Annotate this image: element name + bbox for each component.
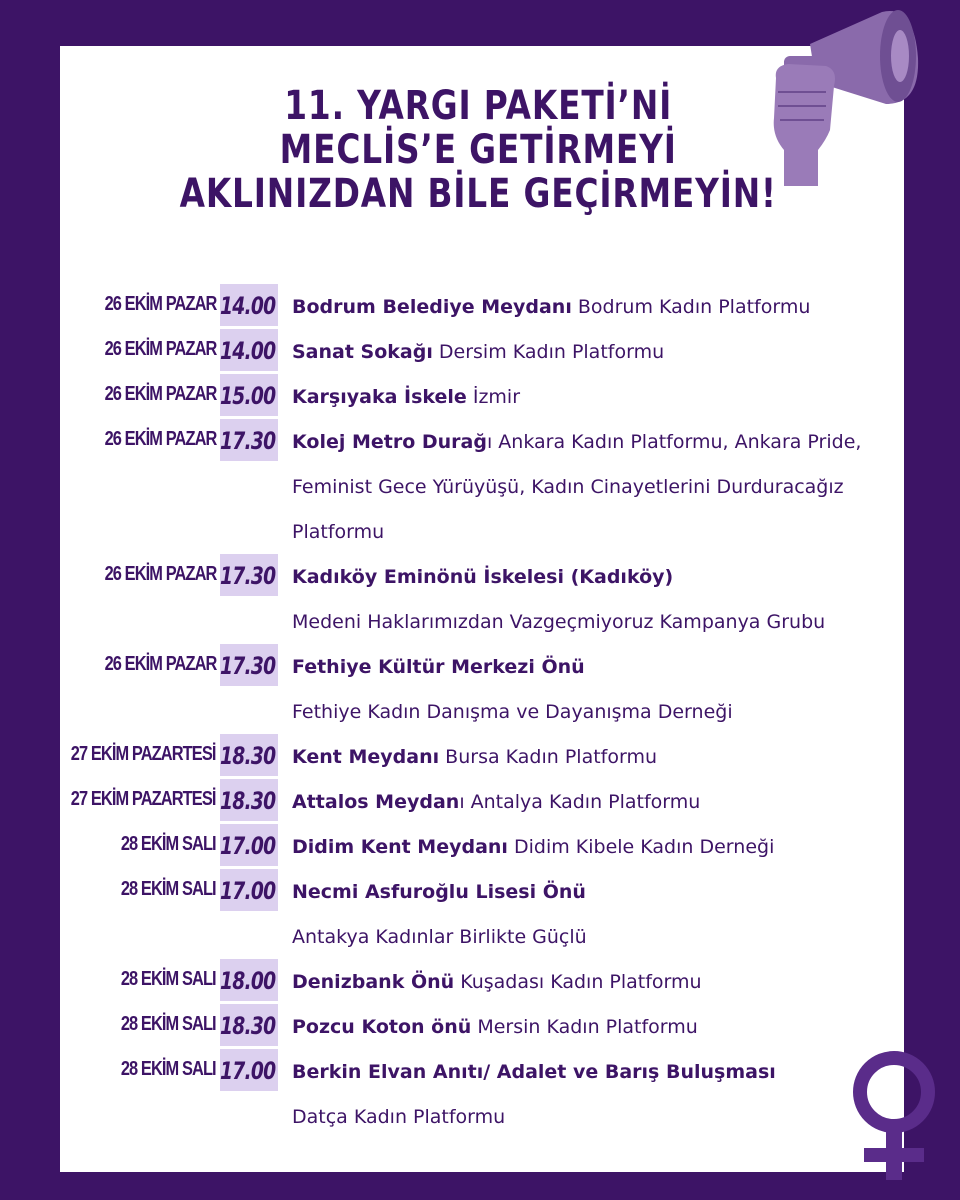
list-item — [0, 329, 960, 374]
list-item-continuation — [0, 509, 960, 554]
title-line-3: AKLINIZDAN BİLE GEÇİRMEYİN! — [179, 171, 777, 217]
event-date: 28 EKİM SALI — [121, 833, 216, 855]
event-location: Denizbank Önü Kuşadası Kadın Platformu — [292, 971, 702, 993]
title-line-2: MECLİS’E GETİRMEYİ — [279, 127, 677, 173]
list-item — [0, 824, 960, 869]
list-item — [0, 374, 960, 419]
event-date: 27 EKİM PAZARTESİ — [71, 788, 216, 810]
title-line-1: 11. YARGI PAKETİ’Nİ — [284, 83, 673, 129]
event-location: Kolej Metro Durağı Ankara Kadın Platformu, Ankara Pride, — [292, 431, 862, 453]
event-location: Fethiye Kültür Merkezi Önü — [292, 656, 585, 678]
event-list — [0, 284, 960, 1139]
event-date: 28 EKİM SALI — [121, 1013, 216, 1035]
list-item-continuation — [0, 464, 960, 509]
event-time: 17.00 — [220, 1049, 278, 1091]
event-location: Karşıyaka İskele İzmir — [292, 386, 521, 408]
event-time: 17.00 — [220, 869, 278, 911]
event-time: 18.30 — [220, 779, 278, 821]
event-date: 26 EKİM PAZAR — [104, 428, 216, 450]
event-time: 18.30 — [220, 1004, 278, 1046]
event-time: 14.00 — [220, 284, 278, 326]
event-location: Attalos Meydanı Antalya Kadın Platformu — [292, 791, 701, 813]
event-time: 15.00 — [220, 374, 278, 416]
venus-symbol-icon — [846, 1046, 946, 1186]
event-time: 14.00 — [220, 329, 278, 371]
event-organizer: Antakya Kadınlar Birlikte Güçlü — [292, 926, 587, 948]
event-location: Necmi Asfuroğlu Lisesi Önü — [292, 881, 586, 903]
event-organizer: Feminist Gece Yürüyüşü, Kadın Cinayetlerini Durduracağız — [292, 476, 844, 498]
page-title — [85, 84, 872, 216]
event-time: 17.30 — [220, 419, 278, 461]
list-item-continuation — [0, 914, 960, 959]
event-date: 26 EKİM PAZAR — [104, 563, 216, 585]
list-item-continuation — [0, 689, 960, 734]
event-date: 26 EKİM PAZAR — [104, 383, 216, 405]
event-time: 17.00 — [220, 824, 278, 866]
event-location: Bodrum Belediye Meydanı Bodrum Kadın Platformu — [292, 296, 811, 318]
event-date: 26 EKİM PAZAR — [104, 338, 216, 360]
event-location: Kent Meydanı Bursa Kadın Platformu — [292, 746, 658, 768]
event-time: 17.30 — [220, 644, 278, 686]
event-location: Pozcu Koton önü Mersin Kadın Platformu — [292, 1016, 698, 1038]
event-organizer: Medeni Haklarımızdan Vazgeçmiyoruz Kampanya Grubu — [292, 611, 826, 633]
list-item — [0, 959, 960, 1004]
event-location: Kadıköy Eminönü İskelesi (Kadıköy) — [292, 566, 674, 588]
list-item — [0, 554, 960, 599]
event-date: 28 EKİM SALI — [121, 1058, 216, 1080]
list-item — [0, 734, 960, 779]
event-date: 27 EKİM PAZARTESİ — [71, 743, 216, 765]
event-time: 18.00 — [220, 959, 278, 1001]
list-item — [0, 1004, 960, 1049]
event-date: 28 EKİM SALI — [121, 968, 216, 990]
event-organizer: Fethiye Kadın Danışma ve Dayanışma Derneği — [292, 701, 733, 723]
list-item — [0, 644, 960, 689]
event-organizer: Platformu — [292, 521, 385, 543]
list-item-continuation — [0, 1094, 960, 1139]
event-date: 26 EKİM PAZAR — [104, 293, 216, 315]
event-time: 18.30 — [220, 734, 278, 776]
list-item — [0, 869, 960, 914]
event-date: 28 EKİM SALI — [121, 878, 216, 900]
list-item — [0, 419, 960, 464]
list-item — [0, 1049, 960, 1094]
list-item — [0, 779, 960, 824]
list-item-continuation — [0, 599, 960, 644]
event-location: Sanat Sokağı Dersim Kadın Platformu — [292, 341, 665, 363]
event-organizer: Datça Kadın Platformu — [292, 1106, 506, 1128]
event-time: 17.30 — [220, 554, 278, 596]
list-item — [0, 284, 960, 329]
event-location: Berkin Elvan Anıtı/ Adalet ve Barış Buluşması — [292, 1061, 776, 1083]
event-location: Didim Kent Meydanı Didim Kibele Kadın Derneği — [292, 836, 775, 858]
event-date: 26 EKİM PAZAR — [104, 653, 216, 675]
